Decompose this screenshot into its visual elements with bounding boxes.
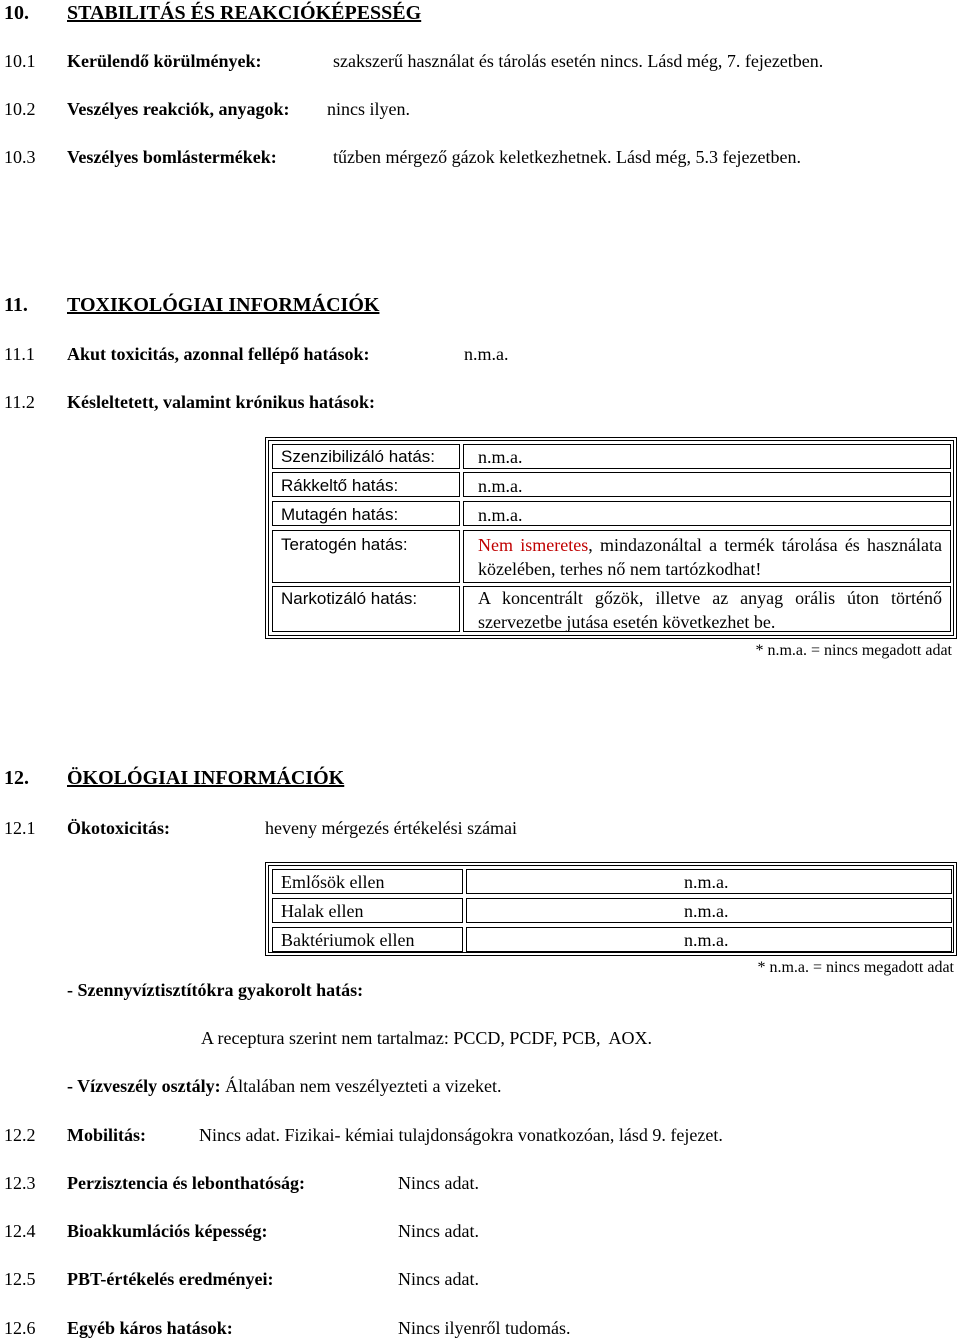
table-row-label: Narkotizáló hatás: xyxy=(281,589,418,608)
table-row-value: n.m.a. xyxy=(478,505,523,525)
item-10-2-number: 10.2 xyxy=(4,99,36,119)
item-12-5-value: Nincs adat. xyxy=(398,1269,479,1289)
item-10-1-label: Kerülendő körülmények: xyxy=(67,51,262,71)
item-11-2-number: 11.2 xyxy=(4,392,35,412)
section-11-number: 11. xyxy=(4,294,28,316)
item-12-3-number: 12.3 xyxy=(4,1173,36,1193)
wastewater-label: - Szennyvíztisztítókra gyakorolt hatás: xyxy=(67,980,364,1000)
item-10-3-value: tűzben mérgező gázok keletkezhetnek. Lásd még, 5.3 fejezetben. xyxy=(333,147,801,167)
item-12-1-number: 12.1 xyxy=(4,818,36,838)
item-12-3-label: Perzisztencia és lebonthatóság: xyxy=(67,1173,305,1193)
item-12-4-value: Nincs adat. xyxy=(398,1221,479,1241)
section-10-title: STABILITÁS ÉS REAKCIÓKÉPESSÉG xyxy=(67,2,422,24)
table-row-label: Szenzibilizáló hatás: xyxy=(281,447,436,466)
item-12-6-number: 12.6 xyxy=(4,1318,36,1338)
item-12-3-value: Nincs adat. xyxy=(398,1173,479,1193)
item-10-3-label: Veszélyes bomlástermékek: xyxy=(67,147,277,167)
item-12-2-label: Mobilitás: xyxy=(67,1125,146,1145)
item-12-2-number: 12.2 xyxy=(4,1125,36,1145)
footnote: * n.m.a. = nincs megadott adat xyxy=(755,642,952,659)
table-row-value: n.m.a. xyxy=(684,930,729,950)
item-12-1-label: Ökotoxicitás: xyxy=(67,818,170,838)
item-11-1-number: 11.1 xyxy=(4,344,35,364)
item-12-2-value: Nincs adat. Fizikai- kémiai tulajdonságokra vonatkozóan, lásd 9. fejezet. xyxy=(199,1125,723,1145)
recipe-text: A receptura szerint nem tartalmaz: PCCD, PCDF, PCB, AOX. xyxy=(201,1028,653,1048)
item-12-6-label: Egyéb káros hatások: xyxy=(67,1318,233,1338)
item-12-4-number: 12.4 xyxy=(4,1221,36,1241)
item-10-2-value: nincs ilyen. xyxy=(327,99,410,119)
item-10-1-value: szakszerű használat és tárolás esetén nincs. Lásd még, 7. fejezetben. xyxy=(333,51,824,71)
item-12-4-label: Bioakkumlációs képesség: xyxy=(67,1221,268,1241)
table-row-label: Baktériumok ellen xyxy=(281,930,415,950)
item-12-1-value: heveny mérgezés értékelési számai xyxy=(265,818,518,838)
table-row-value: A koncentrált gőzök, illetve az anyag orális úton történő szervezetbe jutása esetén következhet be. xyxy=(478,588,942,632)
item-11-2-label: Késleltetett, valamint krónikus hatások: xyxy=(67,392,375,412)
section-12-title: ÖKOLÓGIAI INFORMÁCIÓK xyxy=(67,767,345,789)
table-row-label: Emlősök ellen xyxy=(281,872,385,892)
item-10-1-number: 10.1 xyxy=(4,51,36,71)
item-11-1-value: n.m.a. xyxy=(464,344,509,364)
table-row-value: n.m.a. xyxy=(478,447,523,467)
section-10-number: 10. xyxy=(4,2,29,24)
table-row-label: Halak ellen xyxy=(281,901,364,921)
section-12-number: 12. xyxy=(4,767,29,789)
table-row-value: n.m.a. xyxy=(684,872,729,892)
table-row-label: Teratogén hatás: xyxy=(281,535,408,554)
item-12-6-value: Nincs ilyenről tudomás. xyxy=(398,1318,571,1338)
table-row-value: Nem ismeretes, mindazonáltal a termék tárolása és használata közelében, terhes nő nem tartózkodhat! xyxy=(478,535,943,579)
water-hazard-line: - Vízveszély osztály: Általában nem veszélyezteti a vizeket. xyxy=(67,1076,502,1096)
table-row-value: n.m.a. xyxy=(684,901,729,921)
table-row-label: Rákkeltő hatás: xyxy=(281,476,399,495)
table-row-value: n.m.a. xyxy=(478,476,523,496)
table-row-label: Mutagén hatás: xyxy=(281,505,399,524)
warning-text: Nem ismeretes xyxy=(478,535,589,555)
chronic-effects-table xyxy=(265,437,957,639)
item-12-5-number: 12.5 xyxy=(4,1269,36,1289)
footnote: * n.m.a. = nincs megadott adat xyxy=(757,959,954,976)
section-11-title: TOXIKOLÓGIAI INFORMÁCIÓK xyxy=(67,294,380,316)
item-10-2-label: Veszélyes reakciók, anyagok: xyxy=(67,99,290,119)
item-12-5-label: PBT-értékelés eredményei: xyxy=(67,1269,274,1289)
item-11-1-label: Akut toxicitás, azonnal fellépő hatások: xyxy=(67,344,370,364)
item-10-3-number: 10.3 xyxy=(4,147,36,167)
ecotoxicity-table xyxy=(265,862,957,956)
